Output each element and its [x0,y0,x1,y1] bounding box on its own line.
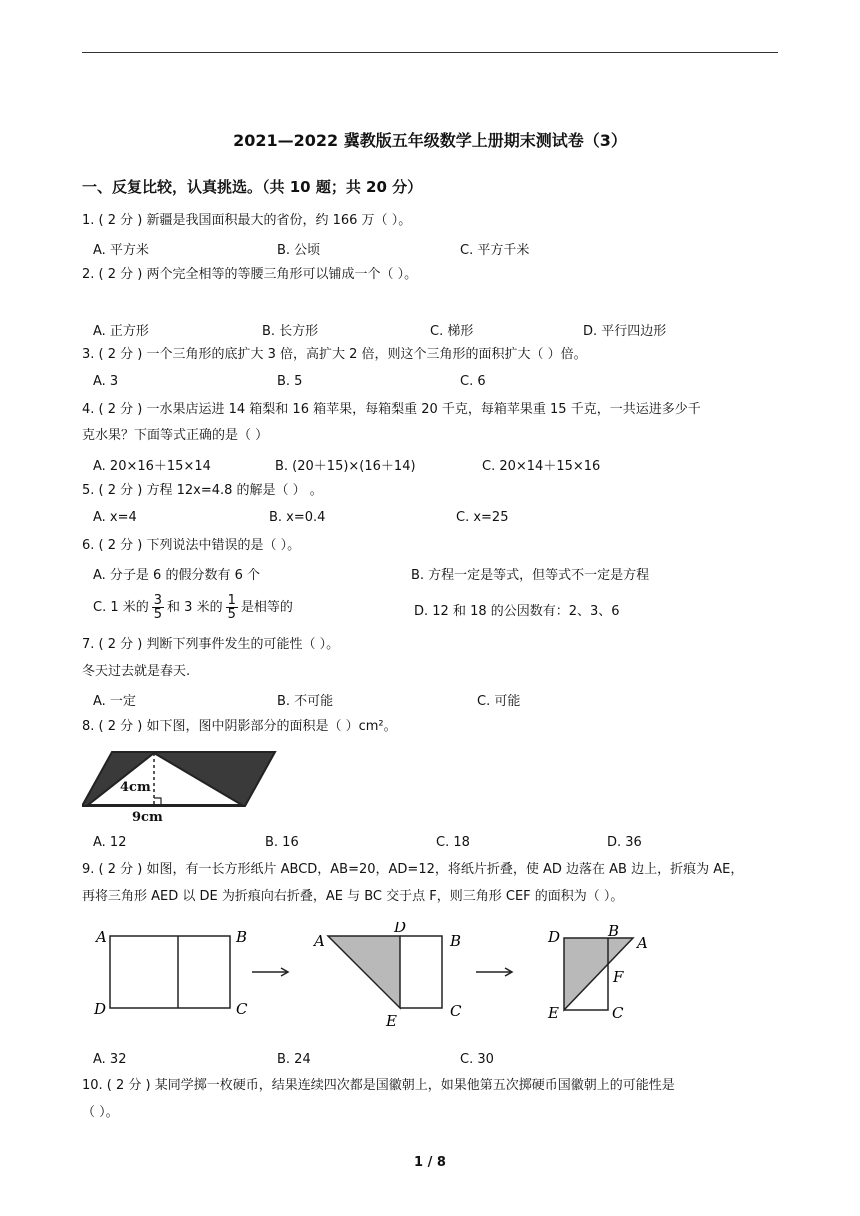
question-10-line2: （ ）。 [82,1105,119,1120]
q8-option-d[interactable]: D. 36 [607,835,642,850]
q8-option-c[interactable]: C. 18 [436,835,470,850]
section-heading: 一、反复比较，认真挑选。（共 10 题；共 20 分） [82,178,423,196]
page-title: 2021—2022 冀教版五年级数学上册期末测试卷（3） [233,131,627,150]
height-label: 4cm [120,780,151,795]
folded-triangle [328,936,400,1008]
label-d-2: D [394,922,407,936]
q7-option-a[interactable]: A. 一定 [93,694,136,709]
question-4-line2: 克水果？下面等式正确的是（ ） [82,428,269,443]
label-c-3: C [612,1004,624,1022]
q5-option-b[interactable]: B. x=0.4 [269,510,326,525]
q4-option-c[interactable]: C. 20×14＋15×16 [482,459,601,474]
label-a-3: A [637,934,648,952]
q6-option-c-prefix: C. 1 米的 [93,600,149,615]
q3-option-b[interactable]: B. 5 [277,374,303,389]
label-c-2: C [450,1002,462,1020]
q8-option-a[interactable]: A. 12 [93,835,127,850]
q1-option-a[interactable]: A. 平方米 [93,243,149,258]
fraction-three-fifths: $\frac{3}{5}$ [153,593,163,622]
q2-option-d[interactable]: D. 平行四边形 [583,324,667,339]
label-a-1: A [96,928,107,946]
q6-option-c-mid: 和 3 米的 [167,600,223,615]
page-number: 1 / 8 [414,1155,446,1170]
q3-option-a[interactable]: A. 3 [93,374,119,389]
parallelogram-figure [82,748,282,824]
question-9: 9. ( 2 分 ) 如图，有一长方形纸片 ABCD，AB=20，AD=12，将纸片折叠，使 AD 边落在 AB 边上，折痕为 AE， [82,862,744,877]
q1-option-b[interactable]: B. 公顷 [277,243,321,258]
header-rule [82,52,778,53]
question-6: 6. ( 2 分 ) 下列说法中错误的是（ ）。 [82,538,301,553]
q7-option-b[interactable]: B. 不可能 [277,694,334,709]
label-f-3: F [613,968,624,986]
q6-option-c[interactable] [93,594,293,621]
label-a-2: A [314,932,325,950]
question-2: 2. ( 2 分 ) 两个完全相等的等腰三角形可以铺成一个（ ）。 [82,267,418,282]
label-b-1: B [236,928,248,946]
question-9-line2: 再将三角形 AED 以 DE 为折痕向右折叠，AE 与 BC 交于点 F，则三角形 CEF 的面积为（ ）。 [82,889,624,904]
base-label: 9cm [132,810,163,824]
q7-option-c[interactable]: C. 可能 [477,694,521,709]
q6-option-b[interactable]: B. 方程一定是等式，但等式不一定是方程 [411,568,650,583]
label-b-2: B [450,932,462,950]
q2-option-a[interactable]: A. 正方形 [93,324,149,339]
q5-option-c[interactable]: C. x=25 [456,510,509,525]
label-d-1: D [94,1000,107,1018]
q6-option-c-suffix: 是相等的 [240,600,293,615]
q4-option-a[interactable]: A. 20×16＋15×14 [93,459,211,474]
label-e-2: E [386,1012,397,1030]
q3-option-c[interactable]: C. 6 [460,374,486,389]
q2-option-c[interactable]: C. 梯形 [430,324,474,339]
question-5: 5. ( 2 分 ) 方程 12x=4.8 的解是（ ） 。 [82,483,323,498]
question-10: 10. ( 2 分 ) 某同学掷一枚硬币，结果连续四次都是国徽朝上，如果他第五次掷硬币国徽朝上的可能性是 [82,1078,675,1093]
question-4: 4. ( 2 分 ) 一水果店运进 14 箱梨和 16 箱苹果，每箱梨重 20 千克，每箱苹果重 15 千克，一共运进多少千 [82,402,701,417]
q9-option-c[interactable]: C. 30 [460,1052,494,1067]
q6-option-a[interactable]: A. 分子是 6 的假分数有 6 个 [93,568,261,583]
q4-option-b[interactable]: B. (20＋15)×(16＋14) [275,459,416,474]
q6-option-d[interactable]: D. 12 和 18 的公因数有：2、3、6 [414,604,620,619]
question-1: 1. ( 2 分 ) 新疆是我国面积最大的省份，约 166 万（ ）。 [82,213,412,228]
folding-diagram [88,922,688,1034]
q9-option-b[interactable]: B. 24 [277,1052,311,1067]
question-7: 7. ( 2 分 ) 判断下列事件发生的可能性（ ）。 [82,637,340,652]
question-7-line2: 冬天过去就是春天. [82,664,191,679]
label-b-3: B [608,922,620,940]
q9-option-a[interactable]: A. 32 [93,1052,127,1067]
q2-option-b[interactable]: B. 长方形 [262,324,319,339]
fraction-one-fifth: $\frac{1}{5}$ [227,593,236,622]
q5-option-a[interactable]: A. x=4 [93,510,137,525]
question-3: 3. ( 2 分 ) 一个三角形的底扩大 3 倍，高扩大 2 倍，则这个三角形的面积扩大（ ）倍。 [82,347,587,362]
label-c-1: C [236,1000,248,1018]
label-d-3: D [548,928,561,946]
q1-option-c[interactable]: C. 平方千米 [460,243,530,258]
label-e-3: E [548,1004,559,1022]
question-8: 8. ( 2 分 ) 如下图，图中阴影部分的面积是（ ）cm²。 [82,719,397,734]
q8-option-b[interactable]: B. 16 [265,835,299,850]
rectangle-abcd [110,936,230,1008]
